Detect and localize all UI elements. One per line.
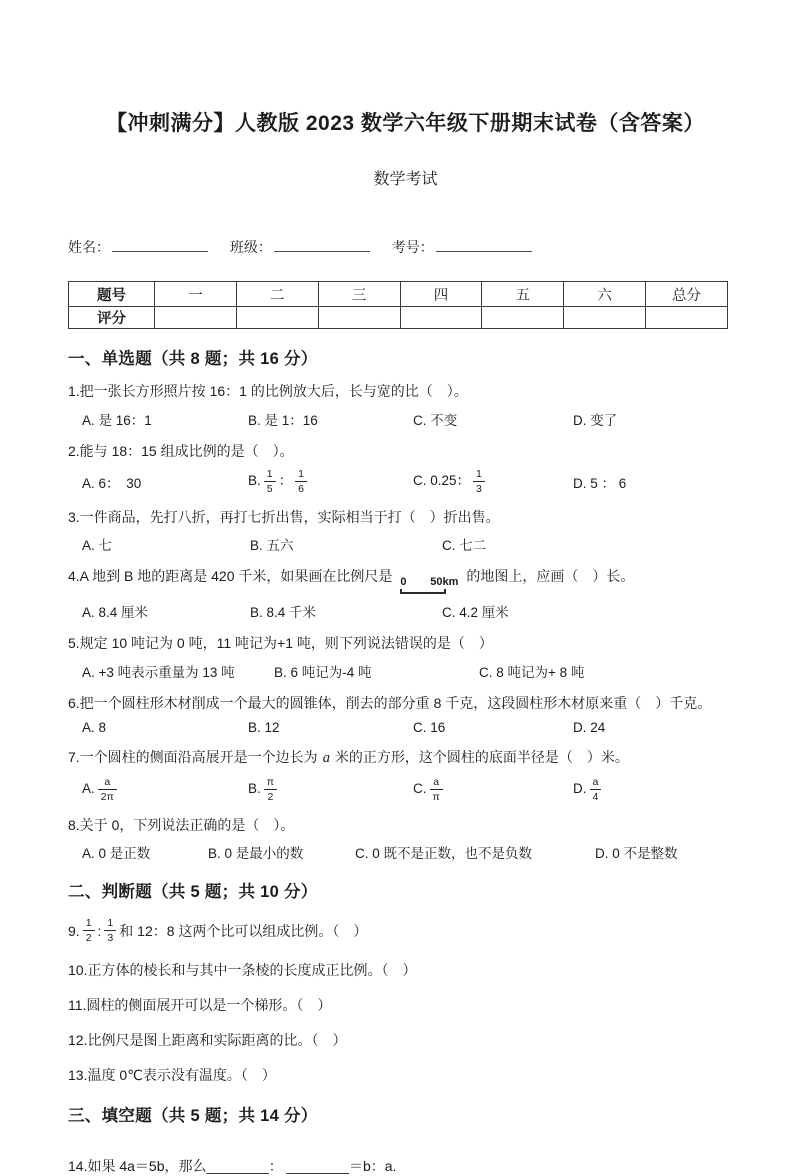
score-table-header-cell: 五 [482,282,564,307]
fraction [430,776,443,803]
question-1-option-d: D. 变了 [573,412,618,428]
fraction [104,917,116,944]
score-table-header-cell: 二 [236,282,318,307]
score-row-label: 评分 [69,307,155,329]
score-table-header-cell: 三 [318,282,400,307]
question-4-option-a: A. 8.4 厘米 [82,605,149,621]
question-1: 1.把一张长方形照片按 16：1 的比例放大后，长与宽的比（ ）。 [68,383,468,400]
question-7-text-before: 7.一个圆柱的侧面沿高展开是一个边长为 [68,748,318,765]
question-8-option-c: C. 0 既不是正数，也不是负数 [355,846,533,862]
fraction-denominator: 2 [267,791,274,804]
fraction-denominator: 3 [107,932,114,945]
score-cell [564,307,646,329]
question-8-option-d: D. 0 不是整数 [595,846,678,862]
fraction-numerator: 1 [264,468,276,482]
variable-a: a [322,749,330,766]
question-2-option-d: D. 5 ： 6 [573,475,627,491]
fraction-numerator: 1 [295,468,307,482]
score-table-score-row [69,307,728,329]
fraction-numerator: 1 [104,917,116,931]
question-3-option-c: C. 七二 [442,538,487,554]
question-1-options [68,409,743,429]
score-cell [318,307,400,329]
question-6-options [68,720,743,735]
question-7-option-b [248,776,413,803]
question-4-text-before: 4.A 地到 B 地的距离是 420 千米，如果画在比例尺是 [68,568,393,585]
question-6: 6.把一个圆柱形木材削成一个最大的圆锥体，削去的部分重 8 千克，这段圆柱形木材原来重（ ）千克。 [68,694,712,711]
map-scale-labels [400,577,458,588]
score-table-header-cell: 四 [400,282,482,307]
name-blank [112,238,208,252]
question-2-option-a: A. 6： 30 [82,475,142,491]
score-cell [155,307,237,329]
question-5-option-b: B. 6 吨记为-4 吨 [274,664,372,680]
question-6-option-a: A. 8 [82,719,107,735]
score-cell [400,307,482,329]
section-heading-fill: 三、填空题（共 5 题；共 14 分） [68,1106,318,1125]
question-11: 11.圆柱的侧面展开可以是一个梯形。（ ） [68,996,332,1013]
score-table-header-cell: 题号 [69,282,155,307]
question-1-option-a: A. 是 16：1 [82,412,152,428]
option-prefix: C. [413,781,427,797]
score-table-header-cell: 总分 [646,282,728,307]
fraction-denominator: 2π [100,791,114,804]
option-prefix: B. [248,473,261,489]
question-2: 2.能与 18：15 组成比例的是（ ）。 [68,442,294,459]
question-5: 5.规定 10 吨记为 0 吨，11 吨记为+1 吨，则下列说法错误的是（ ） [68,635,493,652]
fraction [590,776,602,803]
question-3-option-b: B. 五六 [250,538,294,554]
fraction-denominator: 5 [266,483,273,495]
question-4-text-after: 的地图上，应画（ ）长。 [466,568,635,585]
fraction-denominator: 3 [476,483,482,495]
ratio-separator: ： [278,473,293,489]
option-prefix: B. [248,781,261,797]
examno-blank [436,238,532,252]
question-3-option-a: A. 七 [82,538,113,554]
exam-subtitle: 数学考试 [373,171,438,189]
question-7-text-after: 米的正方形，这个圆柱的底面半径是（ ）米。 [334,748,629,765]
page-title: 【冲刺满分】人教版 2023 数学六年级下册期末试卷（含答案） [106,112,705,135]
fraction [264,776,277,803]
question-12: 12.比例尺是图上距离和实际距离的比。（ ） [68,1032,347,1049]
score-table [68,281,728,329]
section-heading-choice: 一、单选题（共 8 题；共 16 分） [68,350,318,369]
question-2-option-b [248,468,413,495]
ratio-colon: : [97,922,102,939]
score-cell [482,307,564,329]
section-heading-judge: 二、判断题（共 5 题；共 10 分） [68,883,318,902]
fraction-numerator: a [590,776,602,790]
question-13: 13.温度 0℃表示没有温度。（ ） [68,1067,276,1084]
score-cell [236,307,318,329]
question-5-options [68,661,743,681]
fraction-numerator: π [264,776,277,790]
question-7 [68,747,743,769]
question-4-option-b: B. 8.4 千米 [250,605,317,621]
class-label: 班级： [229,239,272,256]
score-table-header-row [69,282,728,307]
fraction [83,917,95,944]
name-label: 姓名： [68,239,110,256]
question-3: 3.一件商品，先打八折，再打七折出售，实际相当于打（ ）折出售。 [68,509,500,526]
question-5-option-c: C. 8 吨记为+ 8 吨 [479,664,585,680]
student-info-line [68,237,743,257]
question-6-option-b: B. 12 [248,719,280,735]
fraction-numerator: 1 [473,468,485,482]
question-10: 10.正方体的棱长和与其中一条棱的长度成正比例。（ ） [68,961,417,978]
fraction [295,468,307,495]
question-7-option-d [573,776,743,803]
fraction-denominator: 2 [85,932,92,945]
fraction [98,776,117,803]
question-9-prefix: 9. [68,922,80,939]
question-8-option-b: B. 0 是最小的数 [208,846,304,862]
question-4-options [68,601,743,621]
question-2-option-c [413,468,573,495]
question-8: 8.关于 0，下列说法正确的是（ ）。 [68,817,295,834]
question-6-option-c: C. 16 [413,719,446,735]
question-8-option-a: A. 0 是正数 [82,846,151,862]
question-6-option-d: D. 24 [573,719,606,735]
question-9 [68,917,743,944]
question-5-option-a: A. +3 吨表示重量为 13 吨 [82,664,235,680]
fraction-numerator: 1 [83,917,95,931]
question-4 [68,566,743,594]
fraction-numerator: a [98,776,117,790]
examno-label: 考号： [391,239,434,256]
question-7-option-c [413,776,573,803]
score-table-header-cell: 六 [564,282,646,307]
option-prefix: C. 0.25： [413,473,471,489]
question-4-option-c: C. 4.2 厘米 [442,605,509,621]
question-9-text: 和 12：8 这两个比可以组成比例。（ ） [119,922,368,939]
question-1-option-b: B. 是 1：16 [248,412,318,428]
scale-bar-line [400,589,446,594]
question-14: 14.如果 4a＝5b，那么________： ________＝b：a. [68,1157,397,1174]
score-table-header-cell: 一 [155,282,237,307]
class-blank [274,238,370,252]
scale-zero-label: 0 [400,576,407,589]
question-8-options [68,842,743,862]
question-1-option-c: C. 不变 [413,412,458,428]
score-cell [646,307,728,329]
question-7-option-a [82,776,248,803]
fraction-denominator: π [432,791,440,804]
scale-50km-label: 50km [430,576,459,589]
option-prefix: A. [82,781,95,797]
fraction [473,468,485,495]
fraction-denominator: 6 [298,483,304,495]
fraction-numerator: a [430,776,443,790]
question-3-options [68,534,743,554]
fraction [264,468,276,495]
option-prefix: D. [573,781,587,797]
fraction-denominator: 4 [592,791,599,804]
question-7-options [68,776,743,803]
map-scale-bar [400,577,458,594]
question-2-options [68,468,743,495]
